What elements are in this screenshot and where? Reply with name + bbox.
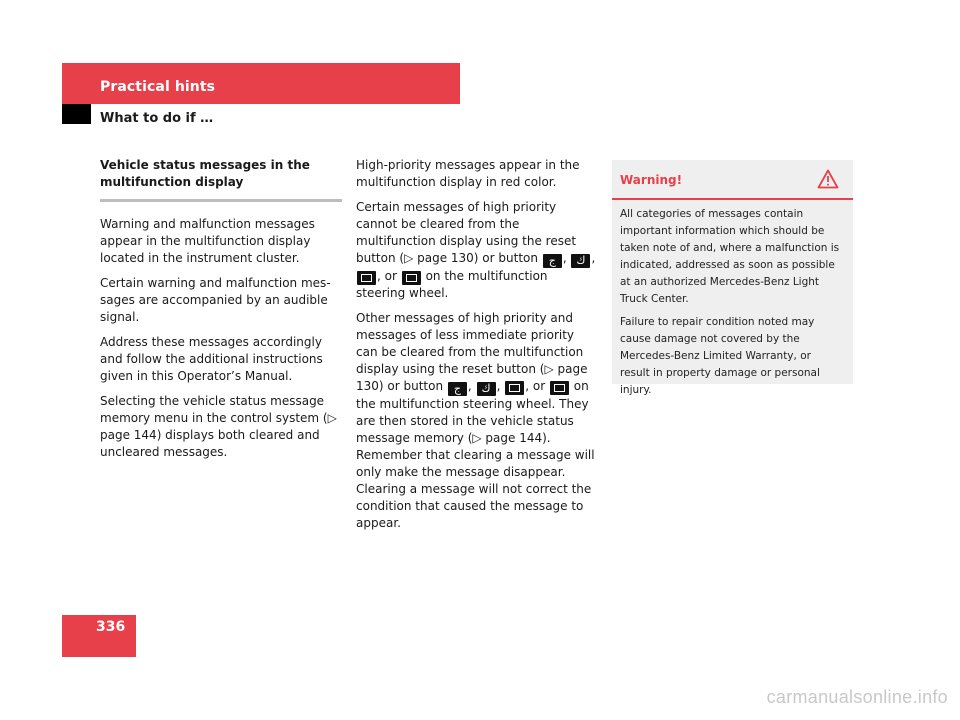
page-subtitle: What to do if … xyxy=(100,111,214,126)
header-tab xyxy=(62,104,91,124)
paragraph: Address these messages accordingly and follow the additional instructions given in this Operator’s Manual. xyxy=(100,335,323,383)
column-heading: Vehicle status messages in the multifunction display xyxy=(100,158,310,189)
down-arrow-button-icon: ك xyxy=(571,254,590,268)
previous-display-button-icon xyxy=(402,271,421,285)
middle-column xyxy=(356,157,598,540)
watermark: carmanualsonline.info xyxy=(766,687,948,707)
previous-display-button-icon xyxy=(550,381,569,395)
next-display-button-icon xyxy=(357,271,376,285)
paragraph: Certain messages of high priority cannot be cleared from the multifunction display using the reset button (▷ page 130) or button ج , ك , , or on the multifunction steering wheel. xyxy=(356,200,596,300)
down-arrow-button-icon: ك xyxy=(477,382,496,396)
paragraph: Warning and malfunction messages appear in the multifunction display located in the instrument cluster. xyxy=(100,217,315,265)
warning-header xyxy=(612,160,853,200)
warning-paragraph: All categories of messages contain important information which should be taken note of and, where a malfunction is indicated, addressed as soon as possible at an authorized Mercedes-Benz Light Truck Center. xyxy=(620,208,840,305)
page-number: 336 xyxy=(96,619,126,635)
paragraph: Selecting the vehicle status message memory menu in the control system (▷ page 144) displays both cleared and uncleared messages. xyxy=(100,394,337,459)
section-title: Practical hints xyxy=(100,79,216,95)
up-arrow-button-icon: ج xyxy=(543,254,562,268)
heading-divider xyxy=(100,199,342,202)
warning-triangle-icon xyxy=(817,169,839,193)
warning-title: Warning! xyxy=(620,173,683,187)
paragraph: Certain warning and malfunction messages are accompanied by an audible signal. xyxy=(100,276,331,324)
paragraph: High-priority messages appear in the multifunction display in red color. xyxy=(356,158,580,189)
paragraph: Other messages of high priority and messages of less immediate priority can be cleared from the multifunction display using the reset button (▷ page 130) or button ج , ك , , or on the multifunction steering wheel. They are then stored in the vehicle status message memory (▷ page 144). Remember that clearing a message will only make the message disappear. Clearing a message will not correct the condition that caused the message to appear. xyxy=(356,311,595,530)
left-column xyxy=(100,157,342,469)
warning-box xyxy=(612,160,853,396)
next-display-button-icon xyxy=(505,381,524,395)
warning-body xyxy=(612,200,853,399)
up-arrow-button-icon: ج xyxy=(448,382,467,396)
warning-paragraph: Failure to repair condition noted may cause damage not covered by the Mercedes-Benz Limited Warranty, or result in property damage or personal injury. xyxy=(620,316,820,396)
